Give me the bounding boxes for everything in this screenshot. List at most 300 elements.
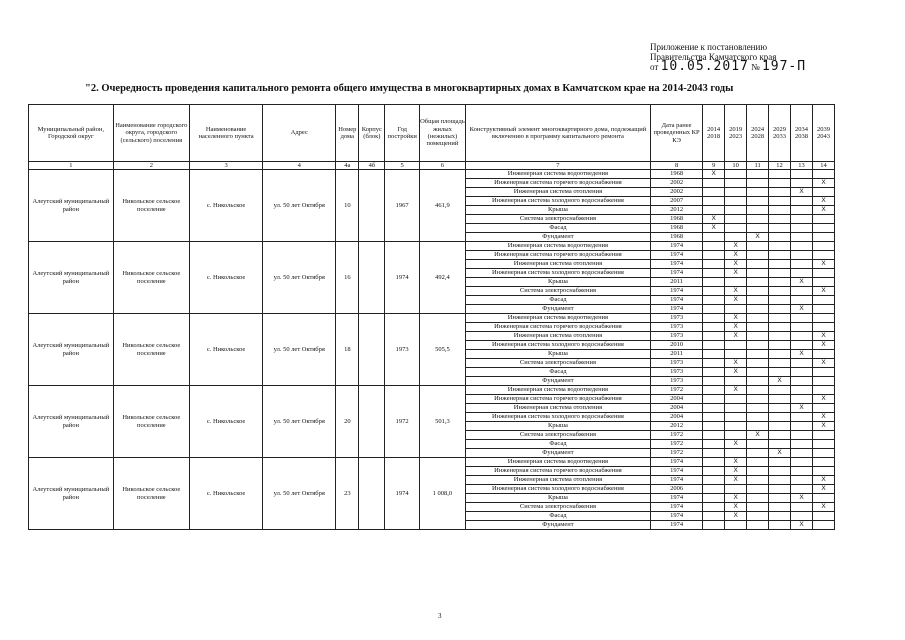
column-number: 7: [465, 162, 650, 170]
block-cell: [359, 242, 385, 314]
table-row: [29, 458, 835, 467]
column-number: 3: [189, 162, 262, 170]
repair-mark-cell: X: [725, 494, 747, 503]
empty-period-cell: [769, 350, 791, 359]
empty-period-cell: [769, 260, 791, 269]
repair-mark-cell: X: [725, 296, 747, 305]
empty-period-cell: [747, 413, 769, 422]
repair-mark-cell: X: [725, 458, 747, 467]
empty-period-cell: [769, 521, 791, 530]
element-name-cell: Система электроснабжения: [465, 503, 650, 512]
empty-period-cell: [791, 512, 813, 521]
empty-period-cell: [747, 422, 769, 431]
repair-mark-cell: X: [747, 431, 769, 440]
empty-period-cell: [703, 251, 725, 260]
last-repair-date-cell: 2004: [650, 395, 702, 404]
repair-mark-cell: X: [791, 350, 813, 359]
repair-mark-cell: X: [703, 224, 725, 233]
build-year-cell: 1967: [385, 170, 419, 242]
empty-period-cell: [725, 521, 747, 530]
district-cell: Алеутский муниципальный район: [29, 314, 114, 386]
element-name-cell: Система электроснабжения: [465, 287, 650, 296]
empty-period-cell: [791, 269, 813, 278]
empty-period-cell: [769, 341, 791, 350]
empty-period-cell: [769, 287, 791, 296]
col-area-header: Общая площадь жилых (нежилых) помещений: [419, 105, 465, 162]
element-name-cell: Инженерная система отопления: [465, 188, 650, 197]
empty-period-cell: [812, 170, 834, 179]
locality-cell: с. Никольское: [189, 386, 262, 458]
empty-period-cell: [747, 449, 769, 458]
column-number: 6: [419, 162, 465, 170]
empty-period-cell: [747, 350, 769, 359]
empty-period-cell: [791, 215, 813, 224]
approval-date-line: [650, 59, 807, 74]
empty-period-cell: [703, 521, 725, 530]
empty-period-cell: [703, 296, 725, 305]
approval-date: 10.05.2017: [660, 59, 749, 74]
empty-period-cell: [703, 179, 725, 188]
last-repair-date-cell: 1974: [650, 503, 702, 512]
empty-period-cell: [703, 440, 725, 449]
empty-period-cell: [769, 485, 791, 494]
empty-period-cell: [747, 494, 769, 503]
empty-period-cell: [769, 278, 791, 287]
empty-period-cell: [747, 395, 769, 404]
district-cell: Алеутский муниципальный район: [29, 458, 114, 530]
empty-period-cell: [791, 260, 813, 269]
column-number: 5: [385, 162, 419, 170]
last-repair-date-cell: 1974: [650, 521, 702, 530]
approval-number-label: №: [751, 62, 760, 72]
empty-period-cell: [812, 458, 834, 467]
block-cell: [359, 386, 385, 458]
empty-period-cell: [703, 278, 725, 287]
element-name-cell: Фундамент: [465, 521, 650, 530]
empty-period-cell: [769, 197, 791, 206]
empty-period-cell: [747, 314, 769, 323]
empty-period-cell: [791, 386, 813, 395]
build-year-cell: 1974: [385, 458, 419, 530]
empty-period-cell: [812, 224, 834, 233]
empty-period-cell: [703, 233, 725, 242]
empty-period-cell: [812, 512, 834, 521]
empty-period-cell: [769, 332, 791, 341]
empty-period-cell: [747, 512, 769, 521]
element-name-cell: Инженерная система горячего водоснабжения: [465, 179, 650, 188]
empty-period-cell: [769, 233, 791, 242]
district-cell: Алеутский муниципальный район: [29, 170, 114, 242]
element-name-cell: Крыша: [465, 206, 650, 215]
element-name-cell: Инженерная система водоотведения: [465, 314, 650, 323]
empty-period-cell: [703, 359, 725, 368]
empty-period-cell: [703, 395, 725, 404]
settlement-cell: Никольское сельское поселение: [113, 242, 189, 314]
element-name-cell: Инженерная система водоотведения: [465, 170, 650, 179]
last-repair-date-cell: 1974: [650, 242, 702, 251]
last-repair-date-cell: 1974: [650, 260, 702, 269]
col-date-header: Дата ранее проведенных КР КЭ: [650, 105, 702, 162]
header-row: [29, 105, 835, 162]
empty-period-cell: [725, 197, 747, 206]
col-locality-header: Наименование населенного пункта: [189, 105, 262, 162]
empty-period-cell: [769, 413, 791, 422]
approval-prefix: от: [650, 62, 659, 72]
repair-mark-cell: X: [812, 476, 834, 485]
repair-mark-cell: X: [725, 269, 747, 278]
column-number: 4а: [336, 162, 359, 170]
locality-cell: с. Никольское: [189, 170, 262, 242]
empty-period-cell: [725, 215, 747, 224]
empty-period-cell: [791, 449, 813, 458]
repair-mark-cell: X: [725, 386, 747, 395]
empty-period-cell: [747, 440, 769, 449]
element-name-cell: Инженерная система горячего водоснабжения: [465, 467, 650, 476]
address-cell: ул. 50 лет Октября: [263, 386, 336, 458]
repair-schedule-table: [28, 104, 835, 530]
last-repair-date-cell: 1973: [650, 323, 702, 332]
last-repair-date-cell: 1973: [650, 332, 702, 341]
empty-period-cell: [769, 314, 791, 323]
column-number: 8: [650, 162, 702, 170]
empty-period-cell: [747, 260, 769, 269]
column-number: 13: [791, 162, 813, 170]
empty-period-cell: [747, 368, 769, 377]
last-repair-date-cell: 1974: [650, 494, 702, 503]
address-cell: ул. 50 лет Октября: [263, 242, 336, 314]
repair-mark-cell: X: [725, 512, 747, 521]
repair-mark-cell: X: [812, 179, 834, 188]
page-number: 3: [438, 612, 442, 620]
empty-period-cell: [725, 485, 747, 494]
block-cell: [359, 314, 385, 386]
col-address-header: Адрес: [263, 105, 336, 162]
last-repair-date-cell: 2006: [650, 485, 702, 494]
empty-period-cell: [747, 521, 769, 530]
empty-period-cell: [812, 215, 834, 224]
empty-period-cell: [769, 404, 791, 413]
repair-mark-cell: X: [812, 395, 834, 404]
empty-period-cell: [703, 458, 725, 467]
last-repair-date-cell: 1973: [650, 377, 702, 386]
empty-period-cell: [769, 368, 791, 377]
last-repair-date-cell: 1974: [650, 512, 702, 521]
element-name-cell: Фасад: [465, 368, 650, 377]
empty-period-cell: [747, 305, 769, 314]
empty-period-cell: [725, 422, 747, 431]
last-repair-date-cell: 2011: [650, 278, 702, 287]
locality-cell: с. Никольское: [189, 458, 262, 530]
empty-period-cell: [725, 350, 747, 359]
element-name-cell: Фундамент: [465, 377, 650, 386]
last-repair-date-cell: 2011: [650, 350, 702, 359]
element-name-cell: Инженерная система холодного водоснабжения: [465, 485, 650, 494]
empty-period-cell: [725, 449, 747, 458]
element-name-cell: Система электроснабжения: [465, 359, 650, 368]
last-repair-date-cell: 1974: [650, 287, 702, 296]
last-repair-date-cell: 1972: [650, 431, 702, 440]
col-period-header: 2034 2038: [791, 105, 813, 162]
build-year-cell: 1972: [385, 386, 419, 458]
last-repair-date-cell: 1973: [650, 359, 702, 368]
repair-mark-cell: X: [725, 503, 747, 512]
empty-period-cell: [747, 188, 769, 197]
empty-period-cell: [812, 233, 834, 242]
empty-period-cell: [769, 494, 791, 503]
empty-period-cell: [812, 323, 834, 332]
empty-period-cell: [812, 386, 834, 395]
approval-number: 197-П: [761, 59, 807, 74]
empty-period-cell: [791, 287, 813, 296]
empty-period-cell: [812, 350, 834, 359]
empty-period-cell: [703, 404, 725, 413]
repair-mark-cell: X: [791, 278, 813, 287]
element-name-cell: Крыша: [465, 422, 650, 431]
element-name-cell: Инженерная система горячего водоснабжения: [465, 395, 650, 404]
empty-period-cell: [812, 467, 834, 476]
last-repair-date-cell: 1974: [650, 296, 702, 305]
col-year-header: Год постройки: [385, 105, 419, 162]
empty-period-cell: [703, 269, 725, 278]
element-name-cell: Система электроснабжения: [465, 215, 650, 224]
empty-period-cell: [725, 413, 747, 422]
empty-period-cell: [725, 305, 747, 314]
empty-period-cell: [747, 467, 769, 476]
last-repair-date-cell: 2004: [650, 404, 702, 413]
empty-period-cell: [812, 242, 834, 251]
house-number-cell: 23: [336, 458, 359, 530]
empty-period-cell: [703, 512, 725, 521]
empty-period-cell: [747, 332, 769, 341]
address-cell: ул. 50 лет Октября: [263, 314, 336, 386]
repair-mark-cell: X: [812, 422, 834, 431]
empty-period-cell: [747, 377, 769, 386]
empty-period-cell: [703, 422, 725, 431]
empty-period-cell: [703, 341, 725, 350]
element-name-cell: Фундамент: [465, 305, 650, 314]
element-name-cell: Инженерная система холодного водоснабжения: [465, 269, 650, 278]
column-number: 2: [113, 162, 189, 170]
empty-period-cell: [791, 395, 813, 404]
empty-period-cell: [769, 251, 791, 260]
empty-period-cell: [703, 314, 725, 323]
last-repair-date-cell: 1968: [650, 233, 702, 242]
empty-period-cell: [791, 485, 813, 494]
empty-period-cell: [747, 170, 769, 179]
table-row: [29, 242, 835, 251]
empty-period-cell: [703, 413, 725, 422]
repair-mark-cell: X: [812, 197, 834, 206]
repair-mark-cell: X: [769, 377, 791, 386]
empty-period-cell: [769, 431, 791, 440]
empty-period-cell: [791, 242, 813, 251]
element-name-cell: Фасад: [465, 296, 650, 305]
district-cell: Алеутский муниципальный район: [29, 386, 114, 458]
empty-period-cell: [791, 233, 813, 242]
column-number: 14: [812, 162, 834, 170]
empty-period-cell: [791, 476, 813, 485]
area-cell: 1 008,0: [419, 458, 465, 530]
repair-mark-cell: X: [812, 206, 834, 215]
empty-period-cell: [747, 215, 769, 224]
element-name-cell: Инженерная система водоотведения: [465, 458, 650, 467]
settlement-cell: Никольское сельское поселение: [113, 458, 189, 530]
empty-period-cell: [769, 467, 791, 476]
empty-period-cell: [725, 233, 747, 242]
last-repair-date-cell: 1972: [650, 386, 702, 395]
empty-period-cell: [769, 188, 791, 197]
area-cell: 492,4: [419, 242, 465, 314]
settlement-cell: Никольское сельское поселение: [113, 170, 189, 242]
settlement-cell: Никольское сельское поселение: [113, 386, 189, 458]
empty-period-cell: [703, 260, 725, 269]
last-repair-date-cell: 2002: [650, 179, 702, 188]
empty-period-cell: [703, 332, 725, 341]
empty-period-cell: [791, 170, 813, 179]
empty-period-cell: [703, 197, 725, 206]
empty-period-cell: [747, 323, 769, 332]
empty-period-cell: [812, 296, 834, 305]
repair-mark-cell: X: [725, 314, 747, 323]
empty-period-cell: [812, 440, 834, 449]
empty-period-cell: [769, 512, 791, 521]
empty-period-cell: [703, 305, 725, 314]
document-heading: "2. Очередность проведения капитального ремонта общего имущества в многоквартирных домах в Камчатском крае на 2014-2043 годы: [85, 83, 734, 94]
empty-period-cell: [769, 305, 791, 314]
col-period-header: 2039 2043: [812, 105, 834, 162]
empty-period-cell: [791, 323, 813, 332]
column-number: 10: [725, 162, 747, 170]
column-number: 11: [747, 162, 769, 170]
empty-period-cell: [769, 386, 791, 395]
empty-period-cell: [791, 503, 813, 512]
empty-period-cell: [703, 503, 725, 512]
empty-period-cell: [791, 224, 813, 233]
repair-mark-cell: X: [812, 485, 834, 494]
empty-period-cell: [747, 386, 769, 395]
empty-period-cell: [703, 386, 725, 395]
repair-mark-cell: X: [747, 233, 769, 242]
empty-period-cell: [812, 269, 834, 278]
empty-period-cell: [769, 224, 791, 233]
empty-period-cell: [747, 476, 769, 485]
empty-period-cell: [812, 278, 834, 287]
empty-period-cell: [791, 422, 813, 431]
repair-mark-cell: X: [791, 305, 813, 314]
empty-period-cell: [725, 404, 747, 413]
last-repair-date-cell: 1973: [650, 314, 702, 323]
empty-period-cell: [725, 170, 747, 179]
empty-period-cell: [725, 431, 747, 440]
col-district-header: Муниципальный район, Городской округ: [29, 105, 114, 162]
empty-period-cell: [812, 404, 834, 413]
empty-period-cell: [812, 314, 834, 323]
empty-period-cell: [747, 503, 769, 512]
element-name-cell: Фундамент: [465, 233, 650, 242]
element-name-cell: Крыша: [465, 350, 650, 359]
empty-period-cell: [747, 197, 769, 206]
empty-period-cell: [703, 188, 725, 197]
repair-mark-cell: X: [812, 341, 834, 350]
empty-period-cell: [747, 341, 769, 350]
last-repair-date-cell: 2012: [650, 206, 702, 215]
table-row: [29, 386, 835, 395]
empty-period-cell: [791, 179, 813, 188]
table-row: [29, 170, 835, 179]
repair-mark-cell: X: [791, 494, 813, 503]
repair-mark-cell: X: [812, 287, 834, 296]
empty-period-cell: [747, 404, 769, 413]
empty-period-cell: [791, 377, 813, 386]
area-cell: 461,9: [419, 170, 465, 242]
empty-period-cell: [812, 377, 834, 386]
repair-mark-cell: X: [703, 170, 725, 179]
empty-period-cell: [747, 179, 769, 188]
repair-mark-cell: X: [791, 188, 813, 197]
empty-period-cell: [747, 278, 769, 287]
block-cell: [359, 170, 385, 242]
empty-period-cell: [747, 458, 769, 467]
empty-period-cell: [747, 206, 769, 215]
approval-line-1: Приложение к постановлению: [650, 42, 768, 52]
last-repair-date-cell: 1972: [650, 449, 702, 458]
empty-period-cell: [812, 368, 834, 377]
empty-period-cell: [725, 179, 747, 188]
table-row: [29, 314, 835, 323]
empty-period-cell: [725, 278, 747, 287]
empty-period-cell: [769, 458, 791, 467]
block-cell: [359, 458, 385, 530]
element-name-cell: Крыша: [465, 494, 650, 503]
empty-period-cell: [769, 323, 791, 332]
element-name-cell: Инженерная система холодного водоснабжения: [465, 341, 650, 350]
empty-period-cell: [703, 287, 725, 296]
empty-period-cell: [747, 251, 769, 260]
empty-period-cell: [769, 242, 791, 251]
empty-period-cell: [769, 269, 791, 278]
repair-mark-cell: X: [703, 215, 725, 224]
empty-period-cell: [769, 395, 791, 404]
empty-period-cell: [769, 179, 791, 188]
empty-period-cell: [769, 359, 791, 368]
empty-period-cell: [769, 296, 791, 305]
empty-period-cell: [703, 494, 725, 503]
house-number-cell: 18: [336, 314, 359, 386]
last-repair-date-cell: 1972: [650, 440, 702, 449]
repair-mark-cell: X: [791, 404, 813, 413]
element-name-cell: Крыша: [465, 278, 650, 287]
column-number: 1: [29, 162, 114, 170]
empty-period-cell: [747, 242, 769, 251]
approval-stamp: [650, 42, 806, 72]
last-repair-date-cell: 1974: [650, 305, 702, 314]
column-number: 12: [769, 162, 791, 170]
last-repair-date-cell: 1974: [650, 476, 702, 485]
empty-period-cell: [791, 197, 813, 206]
empty-period-cell: [725, 395, 747, 404]
last-repair-date-cell: 1974: [650, 269, 702, 278]
element-name-cell: Инженерная система горячего водоснабжения: [465, 323, 650, 332]
empty-period-cell: [791, 440, 813, 449]
repair-mark-cell: X: [725, 440, 747, 449]
repair-mark-cell: X: [725, 323, 747, 332]
repair-mark-cell: X: [812, 332, 834, 341]
col-element-header: Конструктивный элемент многоквартирного дома, подлежащий включению в программу капитального ремонта: [465, 105, 650, 162]
empty-period-cell: [747, 269, 769, 278]
col-period-header: 2029 2033: [769, 105, 791, 162]
empty-period-cell: [791, 359, 813, 368]
column-number: 9: [703, 162, 725, 170]
